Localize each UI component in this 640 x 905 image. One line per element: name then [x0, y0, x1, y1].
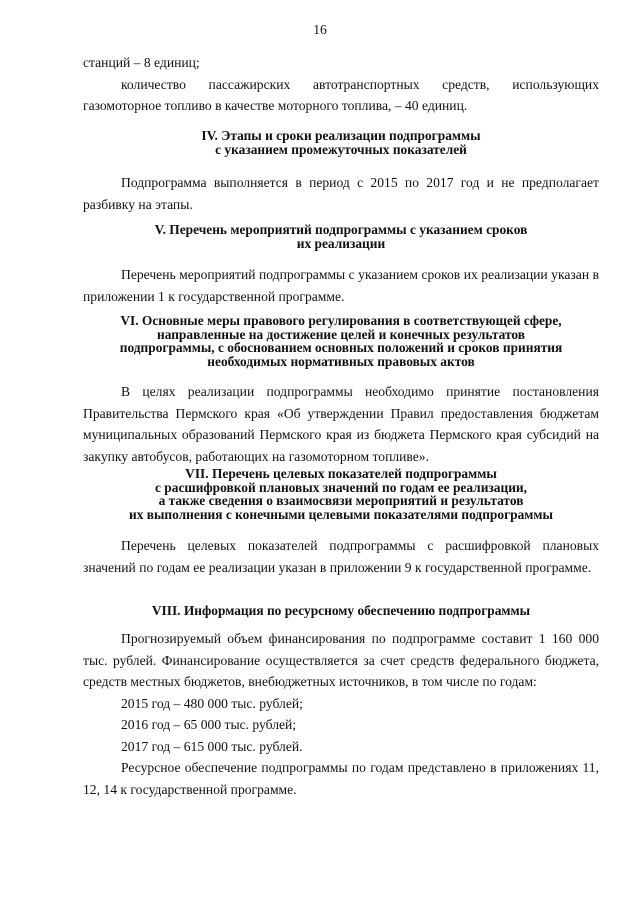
- section-5-heading-line-1: V. Перечень мероприятий подпрограммы с указанием сроков: [154, 222, 528, 237]
- funding-2016: 2016 год – 65 000 тыс. рублей;: [121, 717, 297, 732]
- section-8-paragraph-2: Ресурсное обеспечение подпрограммы по годам представлено в приложениях 11, 12, 14 к государственной программе.: [83, 760, 599, 797]
- section-5-paragraph: Перечень мероприятий подпрограммы с указанием сроков их реализации указан в приложении 1 к государственной программе.: [83, 267, 599, 304]
- page-number: 16: [313, 22, 327, 37]
- section-6-heading: [83, 314, 599, 368]
- section-8-heading: [83, 604, 599, 618]
- section-6-body: [83, 381, 599, 467]
- section-7-body: [83, 535, 599, 578]
- section-7-paragraph: Перечень целевых показателей подпрограммы с расшифровкой плановых значений по годам ее реализации указан в приложении 9 к государственной программе.: [83, 538, 599, 575]
- section-5-heading: [83, 223, 599, 250]
- section-7-heading-line-4: их выполнения с конечными целевыми показателями подпрограммы: [128, 506, 553, 522]
- section-6-heading-line-1: VI. Основные меры правового регулирования в соответствующей сфере,: [120, 313, 562, 328]
- intro-line: станций – 8 единиц;: [83, 55, 200, 70]
- section-7-heading-line-3: а также сведения о взаимосвязи мероприятий и результатов: [158, 493, 524, 508]
- section-8-heading-line-1: VIII. Информация по ресурсному обеспечению подпрограммы: [151, 603, 531, 618]
- section-5-heading-line-2: их реализации: [296, 235, 386, 251]
- intro-block: [83, 52, 599, 117]
- funding-2017: 2017 год – 615 000 тыс. рублей.: [121, 738, 303, 754]
- section-6-heading-line-4: необходимых нормативных правовых актов: [207, 353, 475, 369]
- section-5-body: [83, 264, 599, 307]
- section-6-paragraph: В целях реализации подпрограммы необходимо принятие постановления Правительства Пермского края «Об утверждении Правил предоставления бюджетам муниципальных образований Пермского края из бюджета Пермского края субсидий на закупку автобусов, работающих на газомоторном топливе».: [83, 384, 599, 464]
- section-4-paragraph: Подпрограмма выполняется в период с 2015 по 2017 год и не предполагает разбивку на этапы.: [83, 175, 599, 212]
- section-7-heading: [83, 467, 599, 521]
- intro-paragraph: количество пассажирских автотранспортных средств, использующих газомоторное топливо в качестве моторного топлива, – 40 единиц.: [83, 76, 599, 113]
- section-6-heading-line-3: подпрограммы, с обоснованием основных положений и сроков принятия: [119, 340, 563, 355]
- section-7-heading-line-1: VII. Перечень целевых показателей подпрограммы: [185, 466, 497, 481]
- section-8-body: [83, 628, 599, 800]
- section-4-heading-line-2: с указанием промежуточных показателей: [215, 141, 467, 157]
- section-6-heading-line-2: направленные на достижение целей и конечных результатов: [156, 326, 526, 342]
- section-8-paragraph-1: Прогнозируемый объем финансирования по подпрограмме составит 1 160 000 тыс. рублей. Финансирование осуществляется за счет средств федерального бюджета, средств местных бюджетов, внебюджетных источников, в том числе по годам:: [83, 631, 599, 689]
- section-4-heading-line-1: IV. Этапы и сроки реализации подпрограммы: [201, 128, 481, 143]
- funding-2015: 2015 год – 480 000 тыс. рублей;: [121, 695, 303, 711]
- section-4-body: [83, 172, 599, 215]
- section-4-heading: [83, 129, 599, 156]
- section-7-heading-line-2: с расшифровкой плановых значений по годам ее реализации,: [155, 479, 527, 495]
